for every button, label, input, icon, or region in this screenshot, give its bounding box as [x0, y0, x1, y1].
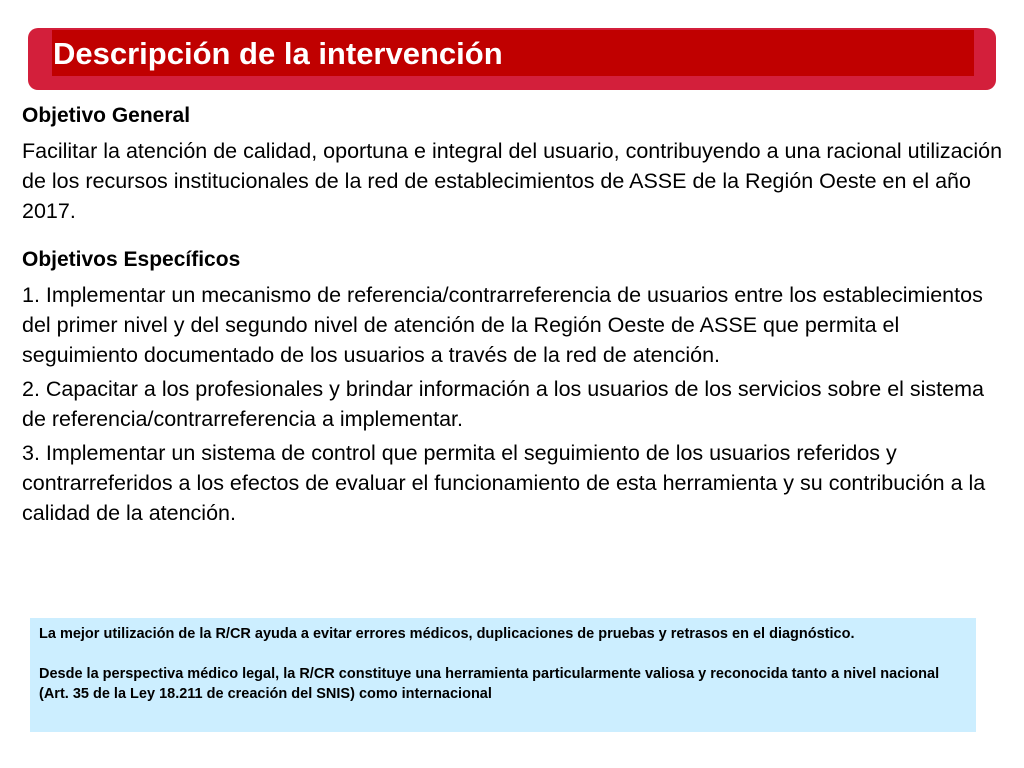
slide-title: Descripción de la intervención	[53, 36, 503, 71]
general-objective-text: Facilitar la atención de calidad, oportuna e integral del usuario, contribuyendo a una racional utilización de los recursos institucionales de la red de establecimientos de ASSE de la Región Oeste en el año 2017.	[22, 139, 1003, 223]
specific-objective-item-1: 1. Implementar un mecanismo de referencia/contrarreferencia de usuarios entre los establecimientos del primer nivel y del segundo nivel de atención de la Región Oeste de ASSE que permita el seguimiento documentado de los usuarios a través de la red de atención.	[22, 283, 983, 367]
main-content	[22, 100, 1007, 528]
note-spacer	[39, 644, 967, 664]
note-paragraph-1: La mejor utilización de la R/CR ayuda a evitar errores médicos, duplicaciones de pruebas y retrasos en el diagnóstico.	[39, 626, 855, 642]
specific-objective-item-2: 2. Capacitar a los profesionales y brindar información a los usuarios de los servicios sobre el sistema de referencia/contrarreferencia a implementar.	[22, 377, 984, 431]
note-paragraph-2: Desde la perspectiva médico legal, la R/CR constituye una herramienta particularmente valiosa y reconocida tanto a nivel nacional (Art. 35 de la Ley 18.211 de creación del SNIS) como internacional	[39, 666, 940, 702]
specific-objectives-heading: Objetivos Específicos	[22, 248, 241, 271]
section-spacer	[22, 226, 1007, 244]
specific-objective-item-3: 3. Implementar un sistema de control que permita el seguimiento de los usuarios referidos y contrarreferidos a los efectos de evaluar el funcionamiento de esta herramienta y su contribución a la calidad de la atención.	[22, 441, 986, 525]
note-box	[30, 618, 976, 732]
general-objective-heading: Objetivo General	[22, 104, 191, 127]
